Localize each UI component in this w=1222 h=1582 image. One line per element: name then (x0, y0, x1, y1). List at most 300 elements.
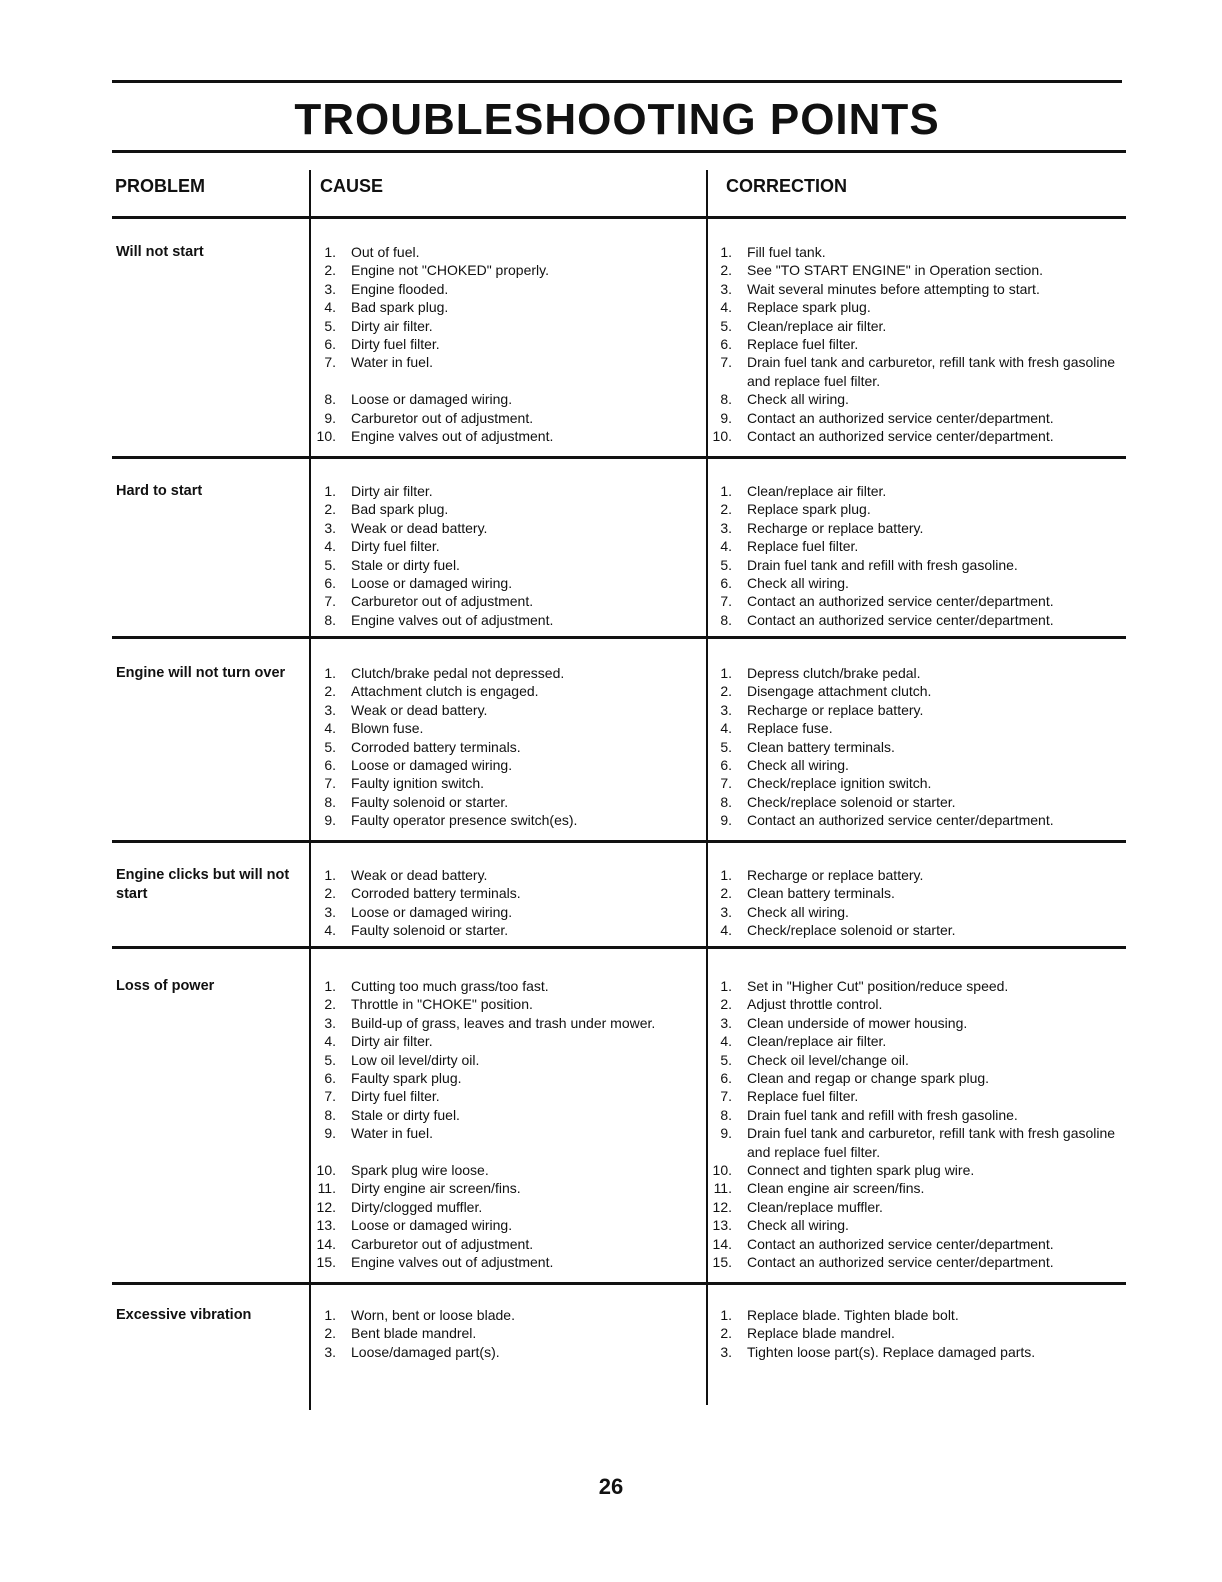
cause-item (312, 1306, 702, 1324)
item-text: Dirty/clogged muffler. (351, 1198, 483, 1215)
item-text: Contact an authorized service center/department. (747, 428, 1054, 445)
cause-list (312, 1306, 702, 1361)
item-number: 6. (720, 336, 732, 353)
item-text: Carburetor out of adjustment. (351, 593, 534, 610)
cause-item (312, 811, 702, 829)
correction-item (708, 556, 1118, 574)
item-text: Depress clutch/brake pedal. (747, 665, 921, 681)
correction-item (708, 1069, 1118, 1087)
item-number: 6. (324, 575, 336, 592)
item-text: Bad spark plug. (351, 501, 449, 518)
cause-list (312, 866, 702, 940)
item-number: 4. (720, 1033, 732, 1050)
problem-label: Loss of power (116, 978, 215, 994)
item-number: 10. (316, 428, 336, 445)
cause-item (312, 409, 702, 427)
cause-item (312, 738, 702, 756)
cause-item (312, 335, 702, 353)
item-number: 14. (316, 1235, 336, 1252)
item-number: 4. (324, 720, 336, 737)
item-text: Engine valves out of adjustment. (351, 611, 554, 628)
item-text: Weak or dead battery. (351, 701, 488, 718)
cause-item (312, 664, 702, 682)
section-separator (112, 840, 1126, 843)
item-text: Contact an authorized service center/department. (747, 1254, 1054, 1271)
item-text: Engine valves out of adjustment. (351, 1254, 554, 1271)
item-number: 1. (720, 483, 732, 499)
problem-label: Will not start (116, 244, 204, 260)
item-number: 1. (324, 1307, 336, 1323)
correction-item (708, 500, 1118, 518)
cause-item (312, 427, 702, 445)
item-number: 2. (324, 262, 336, 279)
item-text: Carburetor out of adjustment. (351, 409, 534, 426)
item-text: Clean and regap or change spark plug. (747, 1070, 990, 1087)
item-text: Dirty air filter. (351, 483, 433, 499)
item-text: Bad spark plug. (351, 299, 449, 316)
cause-list (312, 977, 702, 1271)
item-number: 13. (316, 1217, 336, 1234)
correction-item (708, 664, 1118, 682)
cause-item (312, 1032, 702, 1050)
cause-item (312, 1014, 702, 1032)
item-number: 3. (720, 280, 732, 297)
item-text: Check all wiring. (747, 757, 849, 774)
item-text: Replace fuse. (747, 720, 833, 737)
item-number: 9. (324, 812, 336, 829)
item-text: Attachment clutch is engaged. (351, 683, 539, 700)
item-text: Replace blade. Tighten blade bolt. (747, 1307, 959, 1323)
item-text: Clutch/brake pedal not depressed. (351, 665, 565, 681)
item-text: Check all wiring. (747, 1217, 849, 1234)
item-text: Replace spark plug. (747, 501, 871, 518)
item-text: Weak or dead battery. (351, 867, 488, 883)
item-text: Out of fuel. (351, 244, 420, 260)
item-number: 3. (324, 280, 336, 297)
correction-item (708, 280, 1118, 298)
item-text: Water in fuel. (351, 1125, 433, 1142)
item-number: 2. (720, 501, 732, 518)
correction-list (708, 482, 1118, 629)
header-correction: CORRECTION (726, 176, 847, 196)
correction-item (708, 1179, 1118, 1197)
cause-item (312, 719, 702, 737)
cause-item (312, 1106, 702, 1124)
title-underline (112, 150, 1126, 153)
item-text: Faulty solenoid or starter. (351, 922, 509, 939)
item-number: 2. (720, 1325, 732, 1342)
item-number: 1. (324, 867, 336, 883)
correction-item (708, 1087, 1118, 1105)
correction-item (708, 866, 1118, 884)
item-text: Wait several minutes before attempting to start. (747, 280, 1040, 297)
item-number: 3. (720, 1343, 732, 1360)
item-text: Replace fuel filter. (747, 336, 859, 353)
cause-item (312, 977, 702, 995)
correction-item (708, 1014, 1118, 1032)
item-text: Replace fuel filter. (747, 538, 859, 555)
item-number: 2. (720, 262, 732, 279)
item-number: 9. (324, 409, 336, 426)
correction-item (708, 1235, 1118, 1253)
item-text: Replace fuel filter. (747, 1088, 859, 1105)
item-number: 8. (324, 391, 336, 408)
item-number: 4. (720, 720, 732, 737)
cause-item (312, 756, 702, 774)
item-number: 9. (720, 409, 732, 426)
item-text: Connect and tighten spark plug wire. (747, 1162, 975, 1179)
item-number: 11. (317, 1180, 336, 1197)
cause-item (312, 1087, 702, 1105)
problem-label: Excessive vibration (116, 1307, 252, 1323)
column-divider-cause (309, 170, 311, 1410)
item-number: 10. (316, 1162, 336, 1179)
cause-item (312, 1324, 702, 1342)
item-text: Faulty operator presence switch(es). (351, 812, 578, 829)
cause-item (312, 1161, 702, 1179)
item-text: Check all wiring. (747, 391, 849, 408)
item-number: 7. (324, 775, 336, 792)
item-text: Faulty solenoid or starter. (351, 793, 509, 810)
item-number: 1. (324, 483, 336, 499)
item-text: Recharge or replace battery. (747, 519, 924, 536)
cause-item (312, 592, 702, 610)
item-text: Corroded battery terminals. (351, 885, 521, 902)
item-number: 2. (324, 885, 336, 902)
item-number: 3. (324, 1343, 336, 1360)
item-number: 9. (324, 1125, 336, 1142)
correction-item (708, 977, 1118, 995)
page-number: 26 (598, 1474, 624, 1499)
cause-list (312, 482, 702, 629)
item-number: 3. (324, 1014, 336, 1031)
item-number: 8. (720, 1106, 732, 1123)
cause-item (312, 903, 702, 921)
header-problem: PROBLEM (115, 176, 205, 196)
correction-item (708, 353, 1118, 390)
item-number: 5. (720, 556, 732, 573)
correction-item (708, 1253, 1118, 1271)
item-text: See "TO START ENGINE" in Operation section. (747, 262, 1044, 279)
item-text: Stale or dirty fuel. (351, 1106, 460, 1123)
item-text: Engine flooded. (351, 280, 449, 297)
item-text: Clean/replace air filter. (747, 1033, 887, 1050)
item-number: 2. (720, 683, 732, 700)
item-number: 13. (712, 1217, 732, 1234)
correction-list (708, 1306, 1118, 1361)
item-number: 6. (324, 1070, 336, 1087)
item-text: Loose or damaged wiring. (351, 1217, 513, 1234)
item-number: 8. (324, 1106, 336, 1123)
cause-item (312, 701, 702, 719)
item-number: 5. (324, 556, 336, 573)
item-number: 8. (324, 793, 336, 810)
correction-item (708, 701, 1118, 719)
item-text: Water in fuel. (351, 354, 433, 371)
item-text: Clean battery terminals. (747, 885, 895, 902)
cause-item (312, 1253, 702, 1271)
item-number: 7. (324, 1088, 336, 1105)
item-number: 1. (324, 244, 336, 260)
cause-list (312, 243, 702, 445)
correction-item (708, 884, 1118, 902)
correction-item (708, 317, 1118, 335)
item-text: Build-up of grass, leaves and trash under mower. (351, 1014, 656, 1031)
correction-item (708, 1161, 1118, 1179)
item-number: 1. (720, 1307, 732, 1323)
item-text: Throttle in "CHOKE" position. (351, 996, 533, 1013)
cause-item (312, 921, 702, 939)
item-number: 14. (712, 1235, 732, 1252)
item-text: Worn, bent or loose blade. (351, 1307, 515, 1323)
correction-item (708, 335, 1118, 353)
problem-label: Hard to start (116, 483, 203, 499)
item-number: 7. (324, 354, 336, 371)
page-title: TROUBLESHOOTING POINTS (294, 95, 940, 144)
header-rule (112, 216, 1126, 219)
item-text: Cutting too much grass/too fast. (351, 978, 549, 994)
cause-item (312, 611, 702, 629)
cause-item (312, 482, 702, 500)
item-text: Fill fuel tank. (747, 244, 826, 260)
item-number: 2. (324, 996, 336, 1013)
item-text: Drain fuel tank and refill with fresh gasoline. (747, 556, 1018, 573)
cause-item (312, 682, 702, 700)
item-text: Dirty air filter. (351, 317, 433, 334)
item-number: 2. (324, 501, 336, 518)
item-number: 12. (712, 1198, 732, 1215)
item-text: Dirty engine air screen/fins. (351, 1180, 521, 1197)
cause-item (312, 280, 702, 298)
item-text: Contact an authorized service center/department. (747, 1235, 1054, 1252)
item-number: 6. (720, 757, 732, 774)
correction-item (708, 1051, 1118, 1069)
item-number: 4. (324, 538, 336, 555)
cause-item (312, 537, 702, 555)
item-text: Dirty fuel filter. (351, 1088, 440, 1105)
item-number: 8. (720, 611, 732, 628)
cause-item (312, 298, 702, 316)
cause-item (312, 1216, 702, 1234)
item-number: 10. (712, 1162, 732, 1179)
item-number: 4. (720, 922, 732, 939)
cause-item (312, 556, 702, 574)
correction-item (708, 995, 1118, 1013)
header-cause: CAUSE (320, 176, 384, 196)
problem-label: Engine clicks but will not start (116, 867, 290, 902)
item-number: 7. (324, 593, 336, 610)
item-number: 3. (720, 701, 732, 718)
item-text: Stale or dirty fuel. (351, 556, 460, 573)
item-text: Clean underside of mower housing. (747, 1014, 968, 1031)
item-text: Dirty air filter. (351, 1033, 433, 1050)
item-text: Blown fuse. (351, 720, 424, 737)
correction-item (708, 611, 1118, 629)
item-text: Contact an authorized service center/department. (747, 611, 1054, 628)
correction-item (708, 243, 1118, 261)
cause-item (312, 1124, 702, 1142)
correction-item (708, 774, 1118, 792)
item-text: Weak or dead battery. (351, 519, 488, 536)
item-text: Check all wiring. (747, 575, 849, 592)
correction-item (708, 574, 1118, 592)
correction-item (708, 1343, 1118, 1361)
item-number: 5. (324, 738, 336, 755)
cause-item (312, 995, 702, 1013)
item-text: Loose or damaged wiring. (351, 903, 513, 920)
correction-item (708, 738, 1118, 756)
item-number: 8. (324, 611, 336, 628)
item-number: 2. (324, 1325, 336, 1342)
correction-item (708, 298, 1118, 316)
cause-item (312, 1179, 702, 1197)
correction-item (708, 592, 1118, 610)
correction-item (708, 719, 1118, 737)
cause-item (312, 519, 702, 537)
item-text: Clean/replace air filter. (747, 483, 887, 499)
item-text: Bent blade mandrel. (351, 1325, 477, 1342)
item-text: Loose or damaged wiring. (351, 757, 513, 774)
item-number: 6. (324, 757, 336, 774)
item-number: 6. (324, 336, 336, 353)
cause-item (312, 1051, 702, 1069)
correction-item (708, 482, 1118, 500)
cause-item (312, 866, 702, 884)
item-number: 5. (720, 1051, 732, 1068)
correction-list (708, 243, 1118, 445)
item-text: Recharge or replace battery. (747, 867, 924, 883)
cause-item (312, 774, 702, 792)
item-text: Check all wiring. (747, 903, 849, 920)
item-text: Drain fuel tank and carburetor, refill tank with fresh gasoline and replace fuel filter. (747, 354, 1116, 389)
item-text: Check/replace ignition switch. (747, 775, 932, 792)
section-separator (112, 946, 1126, 949)
correction-item (708, 1106, 1118, 1124)
section-separator (112, 636, 1126, 639)
correction-item (708, 519, 1118, 537)
item-number: 3. (324, 519, 336, 536)
correction-list (708, 866, 1118, 940)
item-number: 4. (324, 299, 336, 316)
item-text: Loose or damaged wiring. (351, 391, 513, 408)
cause-item (312, 1069, 702, 1087)
item-number: 4. (720, 538, 732, 555)
item-number: 12. (316, 1198, 336, 1215)
item-text: Contact an authorized service center/department. (747, 409, 1054, 426)
correction-item (708, 793, 1118, 811)
item-text: Loose/damaged part(s). (351, 1343, 500, 1360)
item-text: Dirty fuel filter. (351, 336, 440, 353)
item-text: Adjust throttle control. (747, 996, 883, 1013)
item-text: Check oil level/change oil. (747, 1051, 909, 1068)
item-number: 1. (324, 978, 336, 994)
item-number: 5. (324, 1051, 336, 1068)
item-text: Engine valves out of adjustment. (351, 428, 554, 445)
item-text: Loose or damaged wiring. (351, 575, 513, 592)
correction-item (708, 903, 1118, 921)
cause-item (312, 793, 702, 811)
item-number: 1. (720, 978, 732, 994)
cause-item (312, 353, 702, 371)
correction-item (708, 921, 1118, 939)
item-number: 8. (720, 793, 732, 810)
item-text: Carburetor out of adjustment. (351, 1235, 534, 1252)
correction-item (708, 1032, 1118, 1050)
item-number: 10. (712, 428, 732, 445)
item-number: 7. (720, 593, 732, 610)
correction-item (708, 409, 1118, 427)
item-text: Clean battery terminals. (747, 738, 895, 755)
item-number: 5. (720, 317, 732, 334)
cause-item (312, 1343, 702, 1361)
cause-item (312, 1198, 702, 1216)
item-text: Clean/replace air filter. (747, 317, 887, 334)
cause-item (312, 574, 702, 592)
correction-item (708, 1324, 1118, 1342)
item-number: 1. (720, 665, 732, 681)
item-text: Clean/replace muffler. (747, 1198, 883, 1215)
item-number: 6. (720, 575, 732, 592)
cause-item (312, 500, 702, 518)
correction-item (708, 1306, 1118, 1324)
item-number: 3. (720, 1014, 732, 1031)
item-number: 8. (720, 391, 732, 408)
correction-item (708, 1124, 1118, 1161)
item-number: 4. (324, 922, 336, 939)
item-text: Replace blade mandrel. (747, 1325, 895, 1342)
item-number: 2. (720, 885, 732, 902)
correction-item (708, 756, 1118, 774)
cause-item (312, 390, 702, 408)
correction-item (708, 811, 1118, 829)
item-number: 5. (720, 738, 732, 755)
item-number: 1. (720, 244, 732, 260)
item-number: 3. (324, 903, 336, 920)
correction-list (708, 977, 1118, 1272)
item-number: 4. (720, 299, 732, 316)
item-number: 11. (713, 1180, 732, 1197)
item-number: 1. (720, 867, 732, 883)
section-separator (112, 1282, 1126, 1285)
item-number: 1. (324, 665, 336, 681)
item-text: Spark plug wire loose. (351, 1162, 489, 1179)
item-number: 2. (720, 996, 732, 1013)
item-number: 15. (316, 1254, 336, 1271)
item-number: 15. (712, 1254, 732, 1271)
cause-item (312, 261, 702, 279)
item-number: 7. (720, 354, 732, 371)
item-number: 3. (720, 519, 732, 536)
cause-list (312, 664, 702, 830)
item-text: Replace spark plug. (747, 299, 871, 316)
item-text: Dirty fuel filter. (351, 538, 440, 555)
item-number: 5. (324, 317, 336, 334)
item-text: Check/replace solenoid or starter. (747, 922, 956, 939)
cause-item (312, 1235, 702, 1253)
item-text: Corroded battery terminals. (351, 738, 521, 755)
item-text: Drain fuel tank and carburetor, refill tank with fresh gasoline and replace fuel filter. (747, 1125, 1116, 1160)
item-text: Disengage attachment clutch. (747, 683, 932, 700)
correction-item (708, 537, 1118, 555)
item-text: Drain fuel tank and refill with fresh gasoline. (747, 1106, 1018, 1123)
correction-item (708, 427, 1118, 445)
item-text: Clean engine air screen/fins. (747, 1180, 925, 1197)
item-number: 9. (720, 812, 732, 829)
correction-item (708, 1216, 1118, 1234)
item-number: 3. (720, 903, 732, 920)
problem-label: Engine will not turn over (116, 665, 286, 681)
item-text: Contact an authorized service center/department. (747, 593, 1054, 610)
